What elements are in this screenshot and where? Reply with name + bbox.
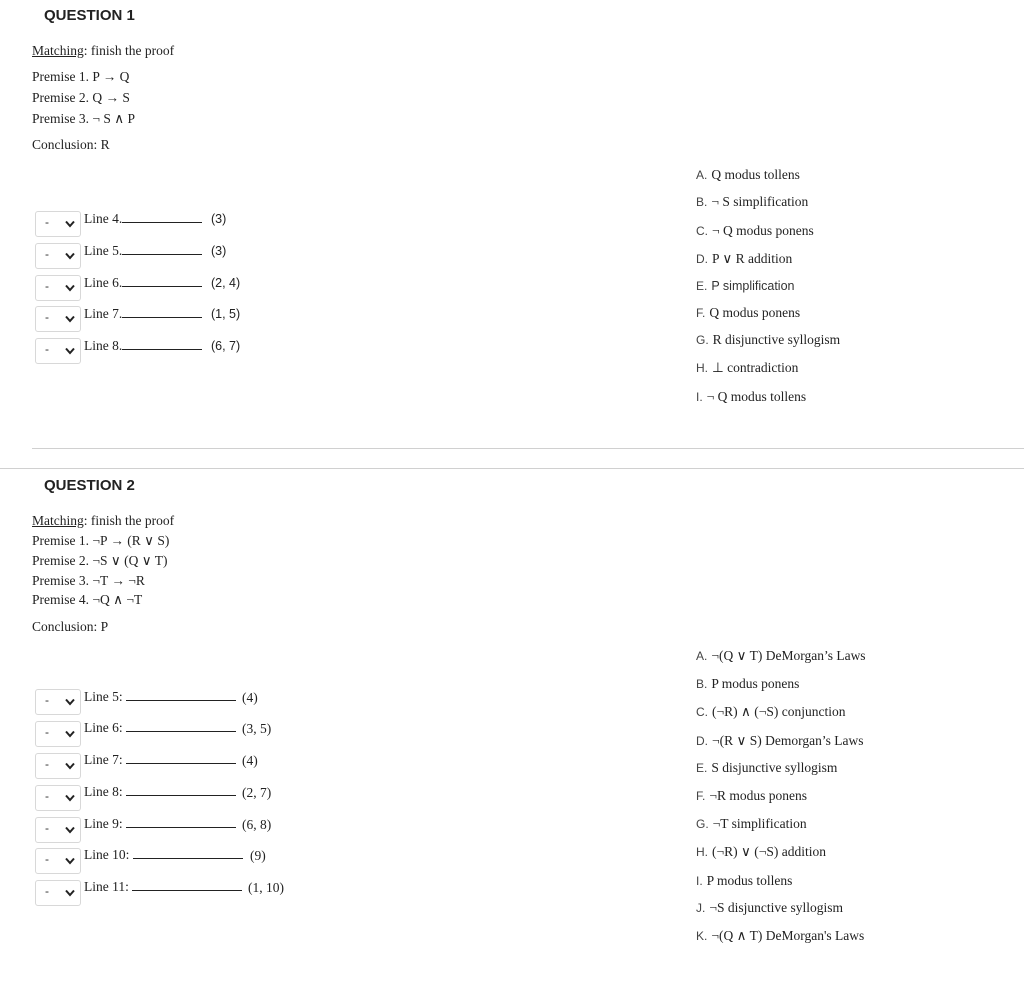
answer-letter: F.: [696, 789, 706, 803]
chevron-down-icon: [65, 889, 75, 897]
line-label: Line 7:: [84, 752, 123, 767]
chevron-down-icon: [65, 762, 75, 770]
q2-line-8-ref: (2, 7): [242, 785, 272, 800]
q1-line-8-select[interactable]: [35, 338, 81, 364]
answer-blank: [122, 275, 202, 287]
q1-line-7-select[interactable]: [35, 306, 81, 332]
q2-line-11-select[interactable]: [35, 880, 81, 906]
q1-answer-g: [696, 331, 840, 349]
answer-blank: [122, 338, 202, 350]
answer-text: ¬ S simplification: [711, 194, 809, 209]
select-value: -: [45, 247, 49, 261]
q1-instruction-text: : finish the proof: [83, 43, 175, 58]
answer-text: Q modus ponens: [709, 305, 801, 320]
answer-text: ⊥ contradiction: [712, 360, 799, 375]
line-label: Line 7.: [84, 306, 123, 321]
q1-answer-c: [696, 222, 814, 240]
line-label: Line 5:: [84, 689, 123, 704]
q1-premise-2: Premise 2. Q → S: [32, 90, 130, 105]
answer-text: ¬(R ∨ S) Demorgan’s Laws: [712, 733, 864, 748]
q2-answer-g: [696, 815, 807, 833]
q2-line-7-ref: (4): [242, 753, 258, 768]
q2-answer-a: [696, 647, 866, 665]
line-label: Line 9:: [84, 816, 123, 831]
q2-answer-c: [696, 703, 845, 721]
line-label: Line 11:: [84, 879, 129, 894]
chevron-down-icon: [65, 284, 75, 292]
q2-line-8-label: [84, 784, 236, 800]
answer-text: ¬ Q modus tollens: [706, 389, 807, 404]
answer-letter: B.: [696, 677, 708, 691]
q2-instruction: [32, 513, 174, 529]
q2-matching-label: Matching: [32, 513, 84, 528]
q2-answer-i: [696, 872, 792, 890]
answer-letter: G.: [696, 817, 709, 831]
chevron-down-icon: [65, 220, 75, 228]
q1-instruction: [32, 43, 174, 59]
q2-answer-f: [696, 787, 807, 805]
select-value: -: [45, 852, 49, 866]
answer-blank: [126, 689, 236, 701]
answer-text: S disjunctive syllogism: [711, 760, 838, 775]
line-label: Line 8.: [84, 338, 123, 353]
answer-text: (¬R) ∧ (¬S) conjunction: [712, 704, 846, 719]
q2-line-9-select[interactable]: [35, 817, 81, 843]
question-separator: [0, 468, 1024, 469]
chevron-down-icon: [65, 698, 75, 706]
q2-answer-d: [696, 732, 863, 750]
q1-line-6-ref: (2, 4): [211, 276, 241, 290]
q1-line-4-select[interactable]: [35, 211, 81, 237]
select-value: -: [45, 821, 49, 835]
answer-blank: [122, 211, 202, 223]
answer-text: P modus tollens: [706, 873, 793, 888]
q2-line-8-select[interactable]: [35, 785, 81, 811]
q1-answer-d: [696, 250, 792, 268]
q1-answer-h: [696, 359, 798, 377]
q2-answer-b: [696, 675, 799, 693]
q1-line-4-label: [84, 211, 202, 227]
q2-line-10-label: [84, 847, 243, 863]
q1-line-5-select[interactable]: [35, 243, 81, 269]
q2-line-5-label: [84, 689, 236, 705]
q2-line-9-label: [84, 816, 236, 832]
answer-blank: [122, 306, 202, 318]
q1-premise-1: Premise 1. P → Q: [32, 69, 130, 84]
answer-letter: G.: [696, 333, 709, 347]
select-value: -: [45, 725, 49, 739]
answer-text: ¬R modus ponens: [709, 788, 807, 803]
q1-answer-f: [696, 304, 800, 322]
answer-letter: B.: [696, 195, 708, 209]
answer-blank: [126, 816, 236, 828]
answer-text: R disjunctive syllogism: [712, 332, 841, 347]
answer-letter: H.: [696, 845, 708, 859]
answer-text: Q modus tollens: [711, 167, 800, 182]
answer-text: ¬(Q ∨ T) DeMorgan’s Laws: [711, 648, 866, 663]
answer-blank: [126, 784, 236, 796]
q2-title: QUESTION 2: [44, 477, 135, 494]
select-value: -: [45, 884, 49, 898]
q1-answer-e: [696, 277, 794, 295]
answer-letter: E.: [696, 279, 708, 293]
line-label: Line 8:: [84, 784, 123, 799]
q1-line-5-ref: (3): [211, 244, 227, 258]
q2-line-11-label: [84, 879, 242, 895]
q1-line-5-label: [84, 243, 202, 259]
answer-text: ¬ Q modus ponens: [712, 223, 814, 238]
line-label: Line 5.: [84, 243, 123, 258]
answer-text: ¬T simplification: [712, 816, 807, 831]
q2-line-6-label: [84, 720, 236, 736]
q1-conclusion: Conclusion: R: [32, 137, 110, 152]
q1-line-6-label: [84, 275, 202, 291]
q2-line-7-label: [84, 752, 236, 768]
q1-line-8-label: [84, 338, 202, 354]
answer-blank: [132, 879, 242, 891]
question-1-bottom-divider: [32, 448, 1024, 449]
q2-line-5-ref: (4): [242, 690, 258, 705]
select-value: -: [45, 215, 49, 229]
q2-premise-1: Premise 1. ¬P → (R ∨ S): [32, 533, 170, 548]
chevron-down-icon: [65, 252, 75, 260]
select-value: -: [45, 279, 49, 293]
line-label: Line 6.: [84, 275, 123, 290]
q2-premise-3: Premise 3. ¬T → ¬R: [32, 573, 145, 588]
q2-line-6-ref: (3, 5): [242, 721, 272, 736]
select-value: -: [45, 757, 49, 771]
q1-answer-b: [696, 193, 808, 211]
select-value: -: [45, 789, 49, 803]
q2-answer-j: [696, 899, 843, 917]
q2-instruction-text: : finish the proof: [83, 513, 175, 528]
q2-answer-e: [696, 759, 837, 777]
answer-blank: [126, 720, 236, 732]
q2-line-9-ref: (6, 8): [242, 817, 272, 832]
answer-text: P simplification: [711, 279, 795, 293]
answer-letter: F.: [696, 306, 706, 320]
q1-line-7-ref: (1, 5): [211, 307, 241, 321]
chevron-down-icon: [65, 826, 75, 834]
line-label: Line 4.: [84, 211, 123, 226]
q1-answer-a: [696, 166, 800, 184]
q2-line-10-select[interactable]: [35, 848, 81, 874]
select-value: -: [45, 310, 49, 324]
select-value: -: [45, 693, 49, 707]
q1-line-6-select[interactable]: [35, 275, 81, 301]
answer-letter: D.: [696, 734, 708, 748]
q2-answer-k: [696, 927, 864, 945]
answer-blank: [122, 243, 202, 255]
answer-text: ¬(Q ∧ T) DeMorgan's Laws: [711, 928, 865, 943]
chevron-down-icon: [65, 347, 75, 355]
chevron-down-icon: [65, 794, 75, 802]
q1-premise-3: Premise 3. ¬ S ∧ P: [32, 111, 136, 126]
answer-letter: I.: [696, 390, 703, 404]
q2-line-10-ref: (9): [250, 848, 266, 863]
q2-premise-2: Premise 2. ¬S ∨ (Q ∨ T): [32, 553, 168, 568]
answer-text: ¬S disjunctive syllogism: [709, 900, 843, 915]
line-label: Line 6:: [84, 720, 123, 735]
chevron-down-icon: [65, 730, 75, 738]
answer-letter: J.: [696, 901, 706, 915]
answer-text: P modus ponens: [711, 676, 800, 691]
answer-text: P ∨ R addition: [712, 251, 793, 266]
answer-blank: [126, 752, 236, 764]
answer-letter: D.: [696, 252, 708, 266]
q1-line-8-ref: (6, 7): [211, 339, 241, 353]
q2-answer-h: [696, 843, 826, 861]
answer-letter: C.: [696, 224, 708, 238]
q2-line-5-select[interactable]: [35, 689, 81, 715]
answer-text: (¬R) ∨ (¬S) addition: [712, 844, 826, 859]
q2-line-11-ref: (1, 10): [248, 880, 284, 895]
q2-conclusion: Conclusion: P: [32, 619, 109, 634]
q2-premise-4: Premise 4. ¬Q ∧ ¬T: [32, 592, 143, 607]
chevron-down-icon: [65, 857, 75, 865]
answer-letter: A.: [696, 649, 708, 663]
q1-line-4-ref: (3): [211, 212, 227, 226]
q1-matching-label: Matching: [32, 43, 84, 58]
answer-letter: I.: [696, 874, 703, 888]
answer-letter: C.: [696, 705, 708, 719]
q1-line-7-label: [84, 306, 202, 322]
answer-letter: H.: [696, 361, 708, 375]
answer-blank: [133, 847, 243, 859]
answer-letter: A.: [696, 168, 708, 182]
chevron-down-icon: [65, 315, 75, 323]
q1-answer-i: [696, 388, 806, 406]
q2-line-7-select[interactable]: [35, 753, 81, 779]
select-value: -: [45, 342, 49, 356]
q2-line-6-select[interactable]: [35, 721, 81, 747]
answer-letter: E.: [696, 761, 708, 775]
q1-title: QUESTION 1: [44, 7, 135, 24]
answer-letter: K.: [696, 929, 708, 943]
line-label: Line 10:: [84, 847, 130, 862]
